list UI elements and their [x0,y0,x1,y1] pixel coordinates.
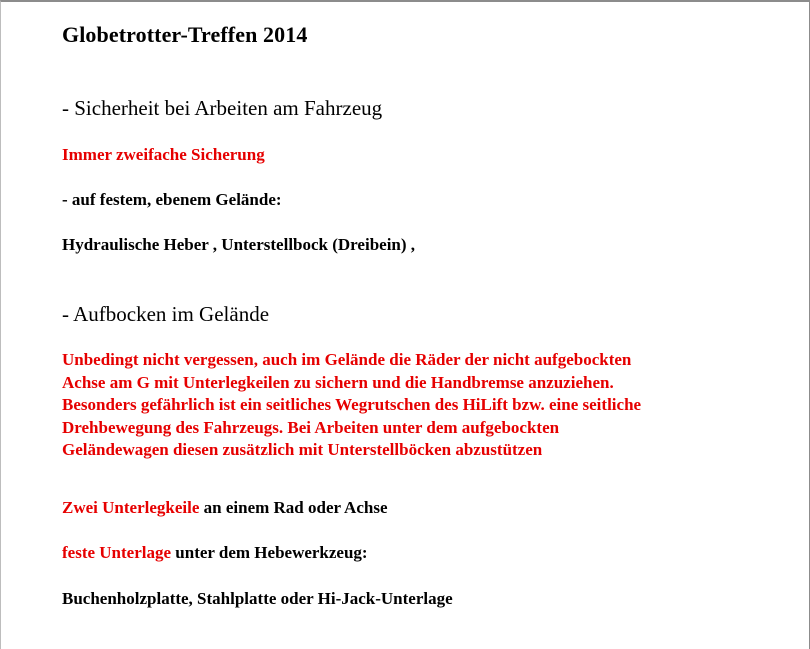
tools-line: Hydraulische Heber , Unterstellbock (Dreibein) , [62,235,416,254]
offroad-warning-paragraph [62,349,782,462]
warning-line: Drehbewegung des Fahrzeugs. Bei Arbeiten unter dem aufgebockten [62,417,560,437]
page-title: Globetrotter-Treffen 2014 [62,22,308,47]
warning-line: Geländewagen diesen zusätzlich mit Unterstellböcken abzustützen [62,440,543,460]
wedges-line [62,498,388,518]
warning-line: Besonders gefährlich ist ein seitliches Wegrutschen des HiLift bzw. eine seitliche [62,395,642,415]
wedges-highlight: Zwei Unterlegkeile [62,498,200,517]
ground-condition-line: - auf festem, ebenem Gelände: [62,190,282,209]
base-line [62,543,368,563]
base-text: unter dem Hebewerkzeug: [171,543,368,562]
warning-double-securing: Immer zweifache Sicherung [62,145,265,164]
warning-line: Achse am G mit Unterlegkeilen zu sichern und die Handbremse anzuziehen. [62,372,614,392]
section-heading-safety: - Sicherheit bei Arbeiten am Fahrzeug [62,96,383,120]
base-highlight: feste Unterlage [62,543,172,562]
section-heading-jacking-offroad: - Aufbocken im Gelände [62,302,270,326]
materials-line: Buchenholzplatte, Stahlplatte oder Hi-Jack-Unterlage [62,589,453,608]
wedges-text: an einem Rad oder Achse [199,498,388,517]
warning-line: Unbedingt nicht vergessen, auch im Gelände die Räder der nicht aufgebockten [62,350,632,369]
